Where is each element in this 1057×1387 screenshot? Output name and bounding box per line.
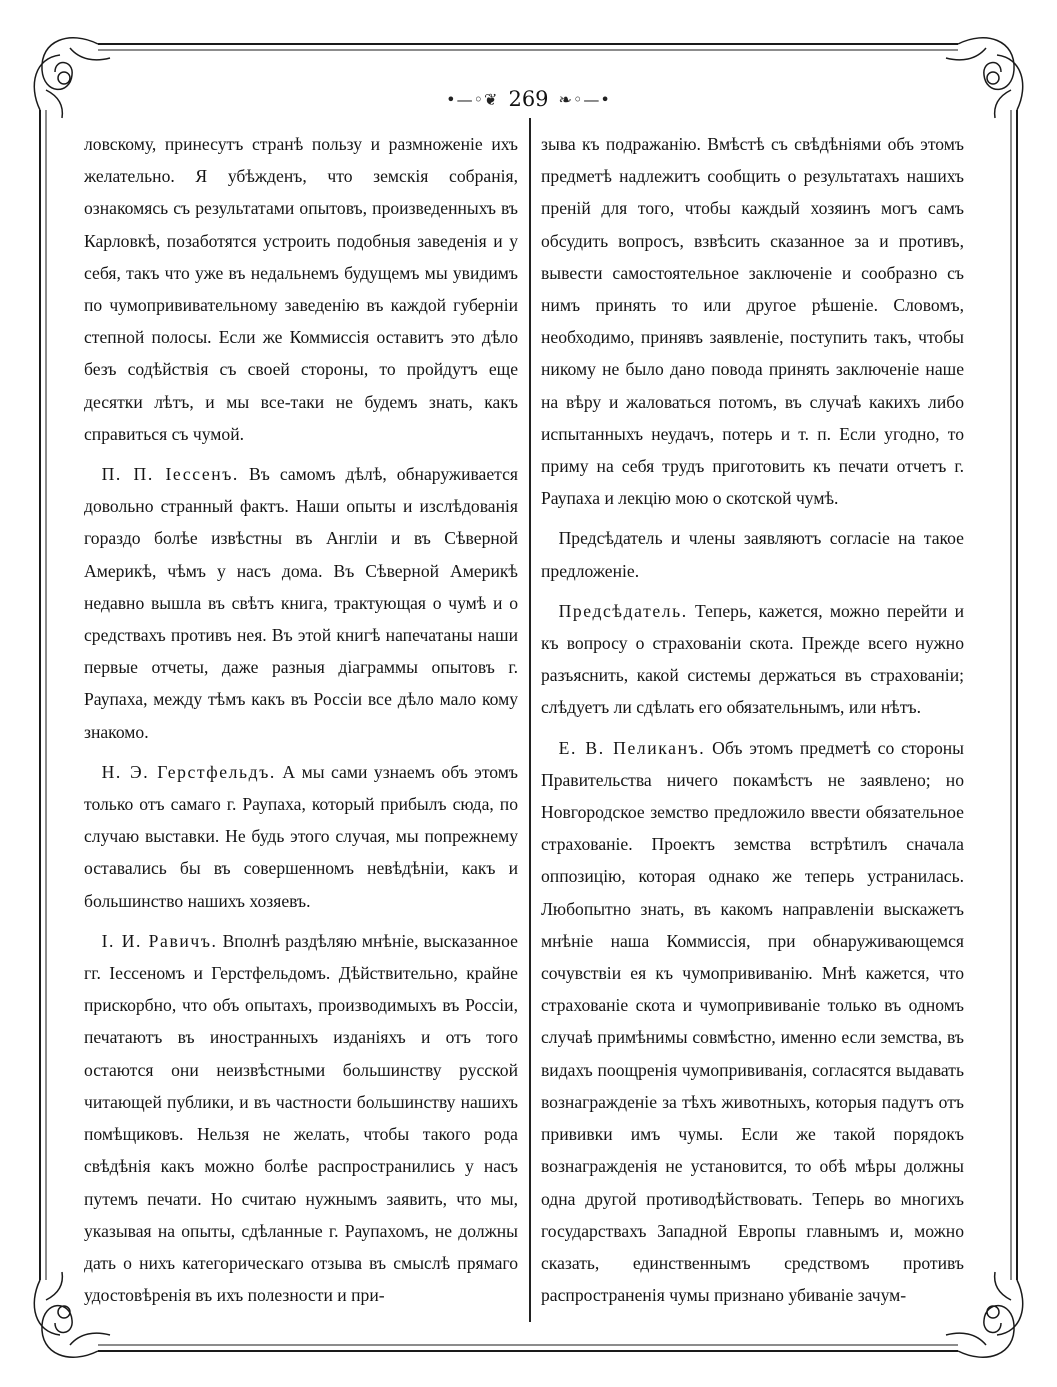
header-ornament-left-icon: •—◦❦ [446,89,499,109]
left-column [84,128,518,1316]
speaker-name: Предсѣдатель. [558,600,688,621]
paragraph [84,756,518,917]
speaker-name: Н. Э. Герстфельдъ. [101,761,276,782]
speaker-name: Е. В. Пеликанъ. [558,737,706,758]
column-divider [529,118,531,1322]
paragraph [541,595,964,724]
speech-text: Объ этомъ предметѣ со стороны Правительства ничего покамѣстъ не заявлено; но Новгородское земство предложило ввести обязательное страхованіе. Проектъ земства встрѣтилъ сначала оппозицію, которая однако же теперь устранилась. Любопытно знать, въ какомъ направленіи выскажетъ мнѣніе наша Коммиссія, при обнаруживающемся сочувствіи ея къ чумопрививанію. Мнѣ кажется, что страхованіе скота и чумопрививаніе только въ одномъ случаѣ примѣнимы совмѣстно, именно если земства, въ видахъ поощренія чумопрививанія, согласятся выдавать вознагражденіе за тѣхъ животныхъ, которыя падутъ отъ прививки имъ чумы. Если же такой порядокъ вознагражденія не установится, то обѣ мѣры должны одна другой противодѣйствовать. Теперь во многихъ государствахъ Западной Европы главнымъ и, можно сказать, единственнымъ средствомъ противъ распространенія чумы признано убиваніе зачум- [541,737,964,1306]
speech-text: Теперь, кажется, можно перейти и къ вопросу о страхованіи скота. Прежде всего нужно разъяснить, какой системы держаться въ страхованіи; слѣдуетъ ли сдѣлать его обязательнымъ, или нѣтъ. [541,600,964,718]
paragraph [541,732,964,1312]
paragraph [541,522,964,586]
speaker-name: П. П. Іессенъ. [101,464,239,485]
speech-text: А мы сами узнаемъ объ этомъ только отъ самаго г. Раупаха, который прибылъ сюда, по случаю выставки. Не будь этого случая, мы попрежнему оставались бы въ совершенномъ невѣдѣніи, какъ и большинство нашихъ хозяевъ. [84,761,518,911]
paragraph [84,458,518,748]
speech-text: Предсѣдатель и члены заявляютъ согласіе на такое предложеніе. [541,528,964,581]
speech-text: Въ самомъ дѣлѣ, обнаруживается довольно странный фактъ. Наши опыты и изслѣдованія гораздо болѣе извѣстны въ Англіи и въ Сѣверной Америкѣ, чѣмъ у насъ дома. Въ Сѣверной Америкѣ недавно вышла въ свѣтъ книга, трактующая о чумѣ и о средствахъ противъ нея. Въ этой книгѣ напечатаны наши первые отчеты, даже разныя діаграммы опытовъ г. Раупаха, между тѣмъ какъ въ Россіи все дѣло мало кому знакомо. [84,464,518,742]
right-column [541,128,964,1316]
paragraph: зыва къ подражанію. Вмѣстѣ съ свѣдѣніями объ этомъ предметѣ надлежитъ сообщить о результатахъ нашихъ преній для того, чтобы каждый хозяинъ могъ самъ обсудить вопросъ, взвѣсить сказанное за и противъ, вывести самостоятельное заключеніе и сообразно съ нимъ принять то или другое рѣшеніе. Словомъ, необходимо, принявъ заявленіе, поступить такъ, чтобы никому не было дано повода принять заключеніе наше на вѣру и жаловаться потомъ, въ случаѣ какихъ либо испытанныхъ неудачъ, потерь и т. п. Если угодно, то приму на себя трудъ приготовить къ печати отчетъ г. Раупаха и лекцію мою о скотской чумѣ. [541,134,964,509]
speech-text: Вполнѣ раздѣляю мнѣніе, высказанное гг. Іессеномъ и Герстфельдомъ. Дѣйствительно, крайне прискорбно, что объ опытахъ, производимыхъ въ Россіи, печатаютъ въ иностранныхъ изданіяхъ и отъ того остаются они неизвѣстными большинству русской читающей публики, и въ частности большинству нашихъ помѣщиковъ. Нельзя не желать, чтобы такого рода свѣдѣнія какъ можно болѣе распространились у насъ путемъ печати. Но считаю нужнымъ заявить, что мы, указывая на опыты, сдѣланные г. Раупахомъ, не должны дать о нихъ категорическаго отзыва въ смыслѣ прямаго удостовѣренія въ ихъ полезности и при- [84,930,518,1306]
paragraph [84,925,518,1311]
page-number: 269 [508,87,549,111]
speaker-name: І. И. Равичъ. [101,930,218,951]
paragraph: ловскому, принесутъ странѣ пользу и размноженіе ихъ желательно. Я убѣжденъ, что земскія собранія, ознакомясь съ результатами опытовъ, произведенныхъ въ Карловкѣ, позаботятся устроить подобныя заведенія и у себя, такъ что уже въ недальнемъ будущемъ мы увидимъ по чумопрививательному заведенію въ каждой губерніи степной полосы. Если же Коммиссія оставитъ это дѣло безъ содѣйствія съ своей стороны, то пройдутъ еще десятки лѣтъ, и мы все-таки не будемъ знать, какъ справиться съ чумой. [84,134,518,444]
page-header [0,82,1057,116]
header-ornament-right-icon: ❧◦—• [558,89,611,109]
